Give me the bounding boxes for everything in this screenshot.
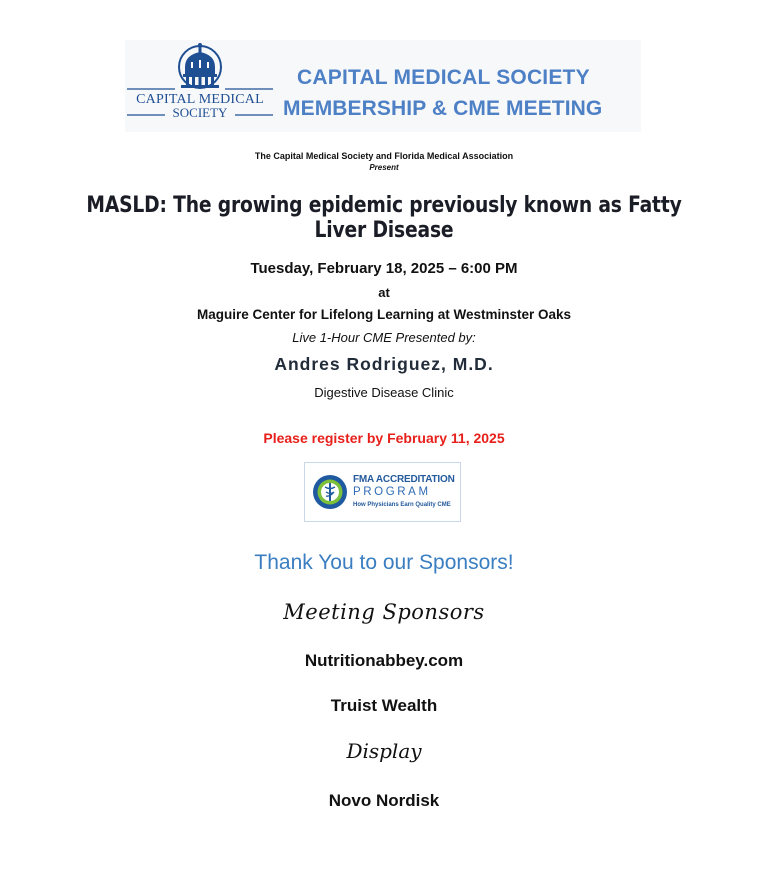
banner-title-line1: CAPITAL MEDICAL SOCIETY	[297, 66, 590, 89]
sponsor-item: Truist Wealth	[330, 696, 438, 715]
sponsor-item: Nutritionabbey.com	[304, 651, 464, 670]
society-logo	[125, 40, 275, 132]
speaker-affiliation: Digestive Disease Clinic	[314, 385, 454, 400]
at-label: at	[378, 285, 390, 300]
meeting-sponsors-heading: Meeting Sponsors	[283, 600, 485, 624]
caduceus-emblem-icon	[312, 472, 348, 512]
speaker-name: Andres Rodriguez, M.D.	[274, 354, 494, 374]
sponsors-thanks-heading: Thank You to our Sponsors!	[254, 551, 514, 574]
register-deadline: Please register by February 11, 2025	[263, 430, 505, 446]
event-title: MASLD: The growing epidemic previously known as Fatty Liver Disease	[86, 193, 682, 243]
event-date-time: Tuesday, February 18, 2025 – 6:00 PM	[250, 260, 518, 277]
logo-name-line1: CAPITAL MEDICAL	[136, 92, 264, 107]
fma-accreditation-badge	[304, 462, 461, 522]
banner-title-line2: MEMBERSHIP & CME MEETING	[283, 97, 603, 120]
event-venue: Maguire Center for Lifelong Learning at Westminster Oaks	[196, 307, 572, 322]
sponsor-item: Novo Nordisk	[328, 791, 440, 810]
present-label: Present	[369, 163, 399, 172]
logo-name-line2: SOCIETY	[172, 105, 228, 120]
display-sponsors-heading: Display	[346, 739, 422, 763]
presenting-organizations: The Capital Medical Society and Florida Medical Association	[254, 151, 514, 161]
cme-note: Live 1-Hour CME Presented by:	[292, 330, 476, 345]
banner-title	[283, 62, 643, 124]
fma-line1: FMA ACCREDITATION	[353, 474, 455, 485]
fma-line3: How Physicians Earn Quality CME	[353, 502, 451, 508]
fma-line2: PROGRAM	[353, 486, 431, 498]
header-banner	[125, 40, 641, 132]
